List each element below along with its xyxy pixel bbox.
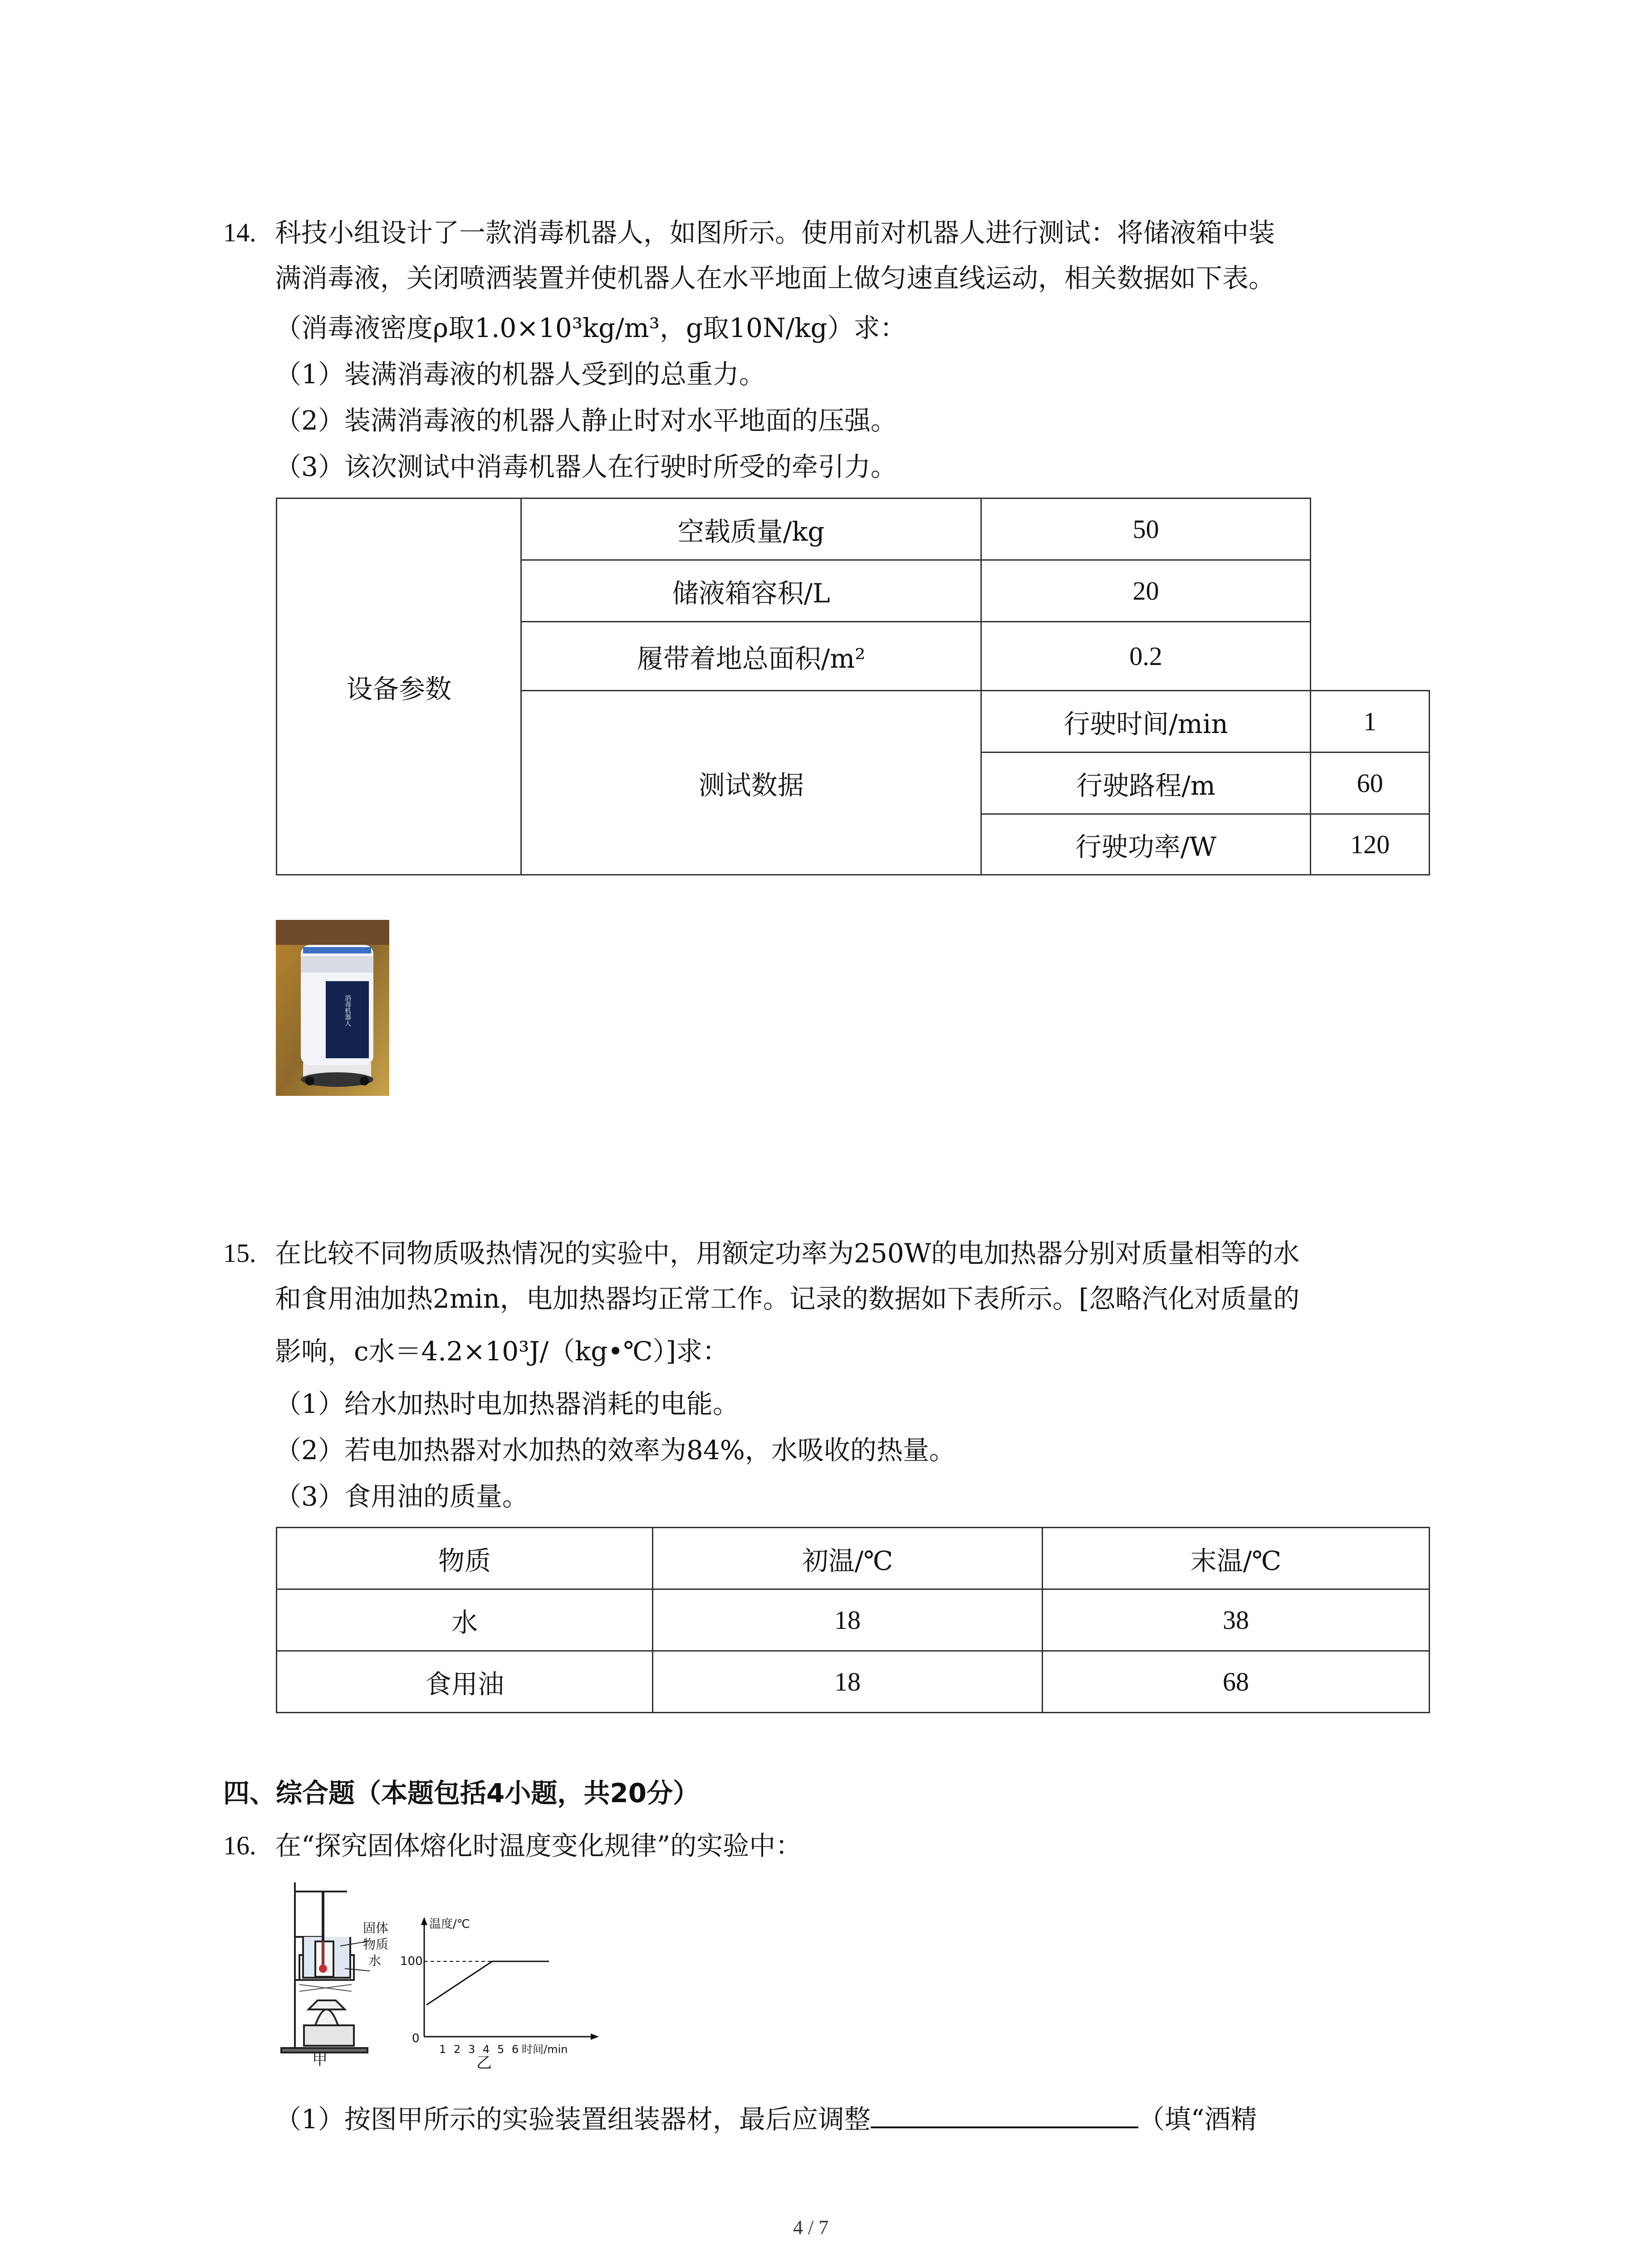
table-row	[277, 1651, 1430, 1713]
x-tick: 3	[468, 2043, 475, 2056]
q14-row-label: 储液箱容积/L	[521, 560, 981, 622]
fig-yi-label: 乙	[476, 2054, 492, 2072]
q14-group-test: 测试数据	[521, 691, 981, 875]
x-tick: 5	[497, 2043, 505, 2056]
y-axis-label: 温度/℃	[429, 1917, 470, 1931]
q15-cell: 38	[1042, 1589, 1429, 1651]
q15-sub2: （2）若电加热器对水加热的效率为84%，水吸收的热量。	[275, 1435, 955, 1466]
q14-line2: 满消毒液，关闭喷洒装置并使机器人在水平地面上做匀速直线运动，相关数据如下表。	[275, 263, 1275, 293]
temperature-chart	[399, 1914, 640, 2064]
label-solid-1: 固体	[363, 1921, 389, 1936]
q15-line3: 影响，c水＝4.2×10³J/（kg•℃）]求：	[275, 1336, 729, 1367]
y-axis-arrow	[421, 1917, 427, 1925]
q14-table	[276, 498, 1430, 875]
robot-illustration	[276, 920, 389, 1096]
robot-photo	[276, 920, 389, 1096]
q15-cell: 水	[277, 1589, 653, 1651]
q14-row-label: 行驶时间/min	[981, 691, 1311, 753]
q15-cell: 18	[653, 1651, 1043, 1713]
q14-line1: 科技小组设计了一款消毒机器人，如图所示。使用前对机器人进行测试：将储液箱中装	[275, 217, 1275, 248]
q15-sub1: （1）给水加热时电加热器消耗的电能。	[275, 1388, 739, 1419]
q14-sub1: （1）装满消毒液的机器人受到的总重力。	[275, 359, 765, 390]
q14-row-value: 20	[981, 560, 1311, 622]
q14-row-value: 120	[1311, 814, 1430, 875]
q16-sub1-tail: （填“酒精	[1138, 2104, 1257, 2135]
label-solid-2: 物质	[363, 1937, 389, 1952]
x-tick: 2	[454, 2043, 461, 2056]
q14-row-label: 空载质量/kg	[521, 499, 981, 560]
figure-jia	[272, 1878, 408, 2068]
q14-row-label: 履带着地总面积/m²	[521, 622, 981, 691]
q14-empty-cell	[1311, 499, 1430, 691]
q14-sub2: （2）装满消毒液的机器人静止时对水平地面的压强。	[275, 405, 897, 436]
x-tick: 1	[439, 2043, 446, 2056]
q16-number: 16.	[223, 1831, 256, 1860]
q15-cell: 68	[1042, 1651, 1429, 1713]
x-axis-label: 时间/min	[522, 2043, 568, 2056]
q14-line3: （消毒液密度ρ取1.0×10³kg/m³，g取10N/kg）求：	[275, 313, 906, 343]
q16-sub1	[275, 2100, 1257, 2135]
q14-sub3: （3）该次测试中消毒机器人在行驶时所受的牵引力。	[275, 451, 897, 482]
q15-header-initial-temp: 初温/℃	[653, 1528, 1043, 1589]
q15-line2: 和食用油加热2min，电加热器均正常工作。记录的数据如下表所示。[忽略汽化对质量的	[275, 1283, 1300, 1314]
q15-line1: 在比较不同物质吸热情况的实验中，用额定功率为250W的电加热器分别对质量相等的水	[275, 1238, 1300, 1269]
q14-row-label: 行驶路程/m	[981, 753, 1311, 814]
q16-line1: 在“探究固体熔化时温度变化规律”的实验中：	[275, 1830, 802, 1861]
q14-row-value: 0.2	[981, 622, 1311, 691]
label-water: 水	[368, 1953, 382, 1968]
q15-header-final-temp: 末温/℃	[1042, 1528, 1429, 1589]
q14-number: 14.	[223, 218, 256, 247]
q15-table	[276, 1527, 1430, 1713]
table-row	[277, 1589, 1430, 1651]
section-4-title: 四、综合题（本题包括4小题，共20分）	[223, 1778, 700, 1809]
q14-group-device: 设备参数	[277, 499, 521, 875]
q15-cell: 食用油	[277, 1651, 653, 1713]
q14-row-value: 50	[981, 499, 1311, 560]
q16-sub1-text: （1）按图甲所示的实验装置组装器材，最后应调整	[275, 2104, 871, 2135]
x-tick: 4	[483, 2043, 490, 2056]
q15-header-substance: 物质	[277, 1528, 653, 1589]
y-tick-100: 100	[400, 1955, 423, 1968]
q15-cell: 18	[653, 1589, 1043, 1651]
fig-jia-label: 甲	[312, 2051, 328, 2068]
q14-row-value: 1	[1311, 691, 1430, 753]
origin-label: 0	[412, 2032, 420, 2045]
figure-yi	[399, 1914, 640, 2072]
q14-row-label: 行驶功率/W	[981, 814, 1311, 875]
robot-label-text: 消毒机器人	[344, 995, 351, 1026]
apparatus-diagram	[272, 1878, 408, 2068]
q15-sub3: （3）食用油的质量。	[275, 1481, 529, 1512]
answer-blank[interactable]	[871, 2100, 1138, 2128]
x-tick: 6	[512, 2043, 519, 2056]
page-number: 4 / 7	[793, 2216, 829, 2239]
q14-row-value: 60	[1311, 753, 1430, 814]
x-axis-arrow	[591, 2033, 599, 2040]
temperature-curve	[426, 1961, 549, 2005]
q15-number: 15.	[223, 1238, 256, 1268]
